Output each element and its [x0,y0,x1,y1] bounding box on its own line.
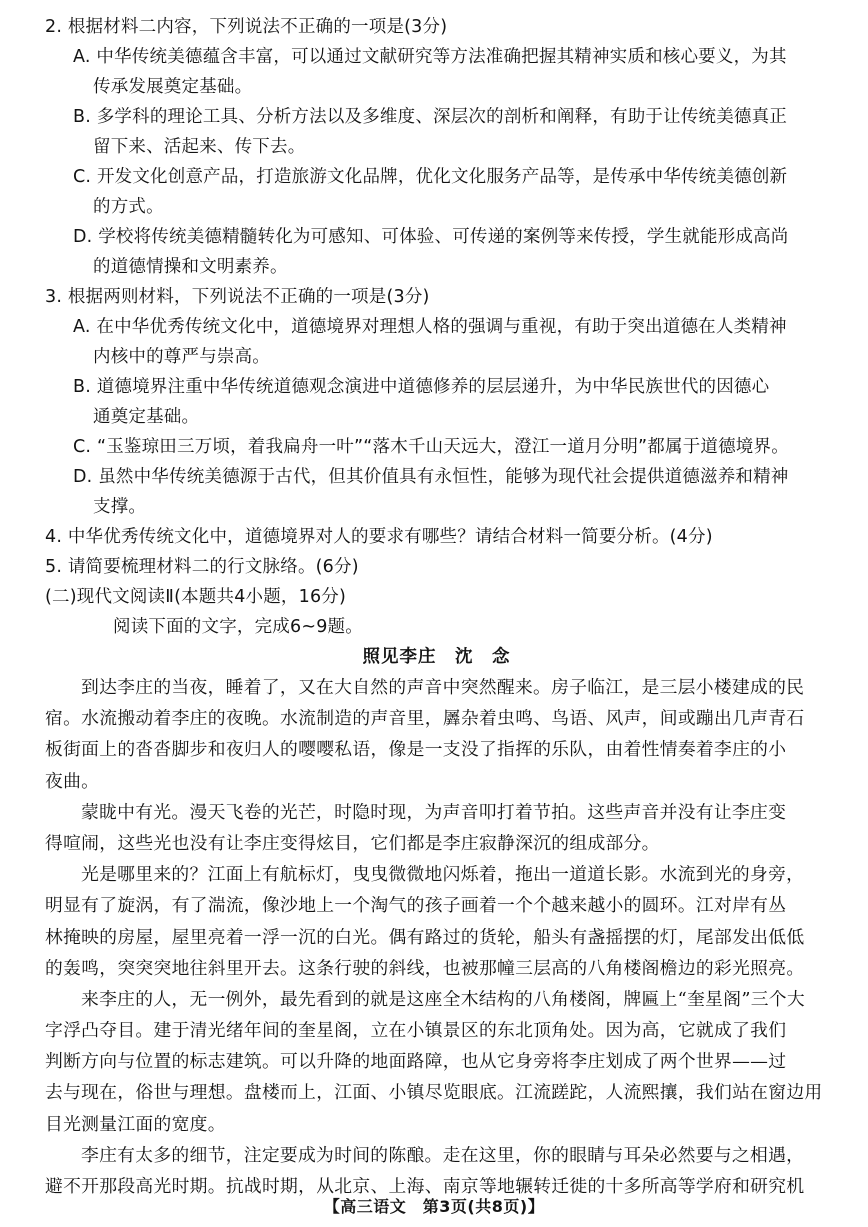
article-line: 字浮凸夺目。建于清光绪年间的奎星阁，立在小镇景区的东北顶角处。因为高，它就成了我们 [45,1020,787,1042]
option-b: B. 道德境界注重中华传统道德观念演进中道德修养的层层递升，为中华民族世代的因德心 [73,377,770,397]
option-a: A. 中华传统美德蕴含丰富，可以通过文献研究等方法准确把握其精神实质和核心要义，为其 [73,47,787,67]
option-b-cont: 留下来、活起来、传下去。 [93,137,306,157]
article-line: 宿。水流搬动着李庄的夜晚。水流制造的声音里，羼杂着虫鸣、鸟语、风声，间或蹦出几声青石 [45,708,805,730]
option-b-cont: 通奠定基础。 [93,407,200,427]
article-line: 板街面上的沓沓脚步和夜归人的嘤嘤私语，像是一支没了指挥的乐队，由着性情奏着李庄的小 [45,739,787,761]
question-4: 4. 中华优秀传统文化中，道德境界对人的要求有哪些？请结合材料一简要分析。(4分) [45,527,713,547]
option-d: D. 虽然中华传统美德源于古代，但其价值具有永恒性，能够为现代社会提供道德滋养和精神 [73,467,789,487]
question-3-stem: 3. 根据两则材料，下列说法不正确的一项是(3分) [45,287,430,307]
instruction: 阅读下面的文字，完成6~9题。 [113,617,363,637]
option-d: D. 学校将传统美德精髓转化为可感知、可体验、可传递的案例等来传授，学生就能形成高尚 [73,227,789,247]
question-5: 5. 请简要梳理材料二的行文脉络。(6分) [45,557,359,577]
article-line: 到达李庄的当夜，睡着了，又在大自然的声音中突然醒来。房子临江，是三层小楼建成的民 [81,677,805,698]
option-a-cont: 内核中的尊严与崇高。 [93,347,270,367]
article-line: 判断方向与位置的标志建筑。可以升降的地面路障，也从它身旁将李庄划成了两个世界——过 [45,1051,787,1073]
option-d-cont: 支撑。 [93,497,147,517]
section-heading: (二)现代文阅读Ⅱ(本题共4小题，16分) [45,587,347,607]
article-line: 李庄有太多的细节，注定要成为时间的陈酿。走在这里，你的眼睛与耳朵必然要与之相遇， [81,1144,805,1166]
option-c: C. 开发文化创意产品，打造旅游文化品牌，优化文化服务产品等，是传承中华传统美德创新 [73,167,788,187]
article-line: 蒙眬中有光。漫天飞卷的光芒，时隐时现，为声音叩打着节拍。这些声音并没有让李庄变 [81,801,787,823]
article-line: 明显有了旋涡，有了湍流，像沙地上一个淘气的孩子画着一个个越来越小的圆环。江对岸有丛 [45,895,787,917]
article-line: 夜曲。 [45,770,100,792]
article-line: 林掩映的房屋，屋里亮着一浮一沉的白光。偶有路过的货轮，船头有盏摇摆的灯，尾部发出低低 [45,926,805,948]
question-2-stem: 2. 根据材料二内容，下列说法不正确的一项是(3分) [45,17,448,37]
option-c: C. “玉鉴琼田三万顷，着我扁舟一叶”“落木千山天远大，澄江一道月分明”都属于道德境界。 [73,437,789,457]
article-line: 避不开那段高光时期。抗战时期，从北京、上海、南京等地辗转迁徙的十多所高等学府和研究机 [45,1176,805,1197]
page-footer: 【高三语文 第3页(共8页)】 [323,1197,545,1216]
article-line: 来李庄的人，无一例外，最先看到的就是这座全木结构的八角楼阁，牌匾上“奎星阁”三个大 [81,988,805,1010]
option-a: A. 在中华优秀传统文化中，道德境界对理想人格的强调与重视，有助于突出道德在人类精神 [73,317,787,337]
article-line: 得喧闹，这些光也没有让李庄变得炫目，它们都是李庄寂静深沉的组成部分。 [45,832,660,854]
option-a-cont: 传承发展奠定基础。 [93,77,253,97]
option-b: B. 多学科的理论工具、分析方法以及多维度、深层次的剖析和阐释，有助于让传统美德真正 [73,107,788,127]
option-d-cont: 的道德情操和文明素养。 [93,257,288,277]
article-title: 照见李庄 沈 念 [362,647,511,667]
article-line: 的轰鸣，突突突地往斜里开去。这条行驶的斜线，也被那幢三层高的八角楼阁檐边的彩光照亮。 [45,957,805,979]
article-line: 目光测量江面的宽度。 [45,1113,226,1135]
article-line: 光是哪里来的？江面上有航标灯，曳曳微微地闪烁着，拖出一道道长影。水流到光的身旁， [81,864,805,886]
option-c-cont: 的方式。 [93,197,164,217]
article-line: 去与现在，俗世与理想。盘楼而上，江面、小镇尽览眼底。江流蹉跎，人流熙攘，我们站在窗边用 [45,1082,823,1104]
